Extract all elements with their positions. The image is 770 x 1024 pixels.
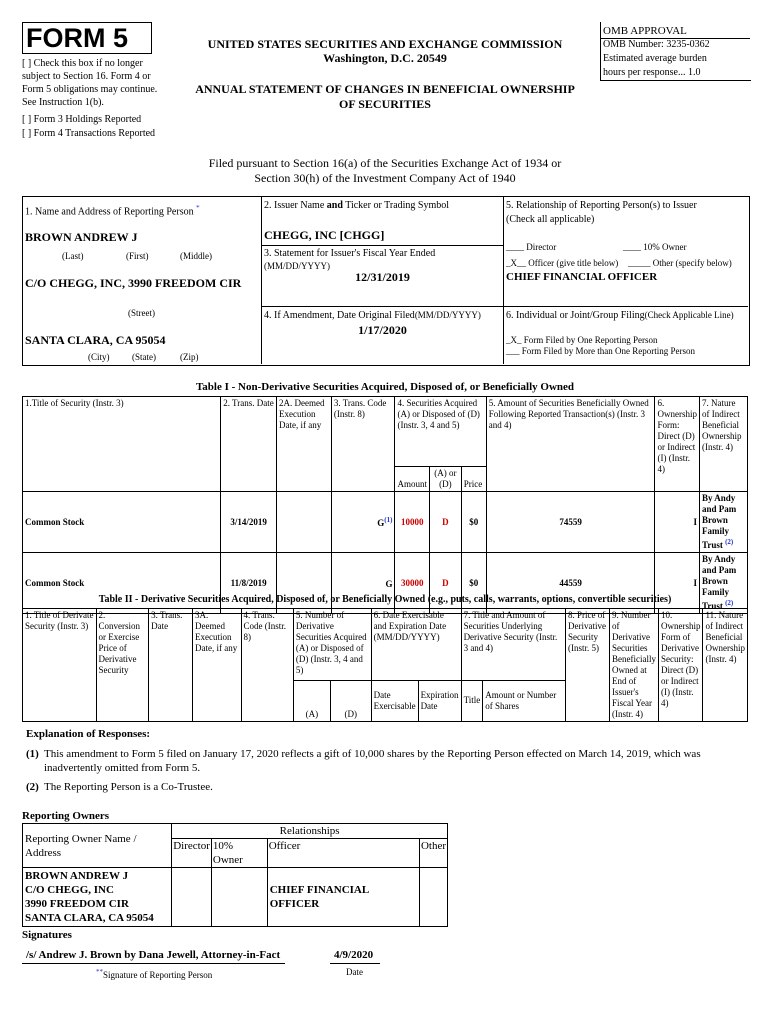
t2-h6: 6. Date Exercisable and Expiration Date (MM/DD/YYYY) <box>371 609 461 681</box>
reporting-person-address: C/O CHEGG, INC, 3990 FREEDOM CIR <box>25 276 242 290</box>
footnote-link[interactable]: (2) <box>725 599 734 607</box>
t1-r1-owned: 74559 <box>486 492 655 553</box>
owners-col-10pct: 10% Owner <box>211 839 267 868</box>
form4-transactions-checkbox[interactable]: [ ] Form 4 Transactions Reported <box>22 128 156 139</box>
t1-r2-nature: By Andy and Pam Brown Family Trust $^{(2)}$ <box>699 553 747 614</box>
signature-value: /s/ Andrew J. Brown by Dana Jewell, Attorney-in-Fact <box>26 949 281 961</box>
t1-h4-amount: Amount <box>395 467 430 492</box>
owners-col-name: Reporting Owner Name / Address <box>23 824 172 868</box>
t1-h7: 7. Nature of Indirect Beneficial Ownership (Instr. 4) <box>699 397 747 492</box>
box1-label: 1. Name and Address of Reporting Person * <box>25 204 200 218</box>
box4-label: 4. If Amendment, Date Original Filed(MM/DD/YYYY) <box>264 310 481 321</box>
t1-h3: 3. Trans. Code (Instr. 8) <box>331 397 395 492</box>
t1-r1-code: $G^{(1)}$ <box>331 492 395 553</box>
t1-h2a: 2A. Deemed Execution Date, if any <box>277 397 332 492</box>
note2-text: The Reporting Person is a Co-Trustee. <box>44 781 213 793</box>
city-label: (City) <box>88 352 110 362</box>
t2-h4: 4. Trans. Code (Instr. 8) <box>241 609 293 722</box>
t2-h10: 10. Ownership Form of Derivative Security: Direct (D) or Indirect (I) (Instr. 4) <box>658 609 703 722</box>
one-person-filing[interactable]: _X_ Form Filed by One Reporting Person <box>506 335 658 345</box>
t2-h3a: 3A. Deemed Execution Date, if any <box>193 609 242 722</box>
ten-pct-owner-check[interactable]: ____ 10% Owner <box>623 242 687 252</box>
t1-r2-owned: 44559 <box>486 553 655 614</box>
omb-burden: Estimated average burden <box>603 53 707 64</box>
t2-h3: 3. Trans. Date <box>149 609 193 722</box>
owners-col-officer: Officer <box>267 839 419 868</box>
t1-h4: 4. Securities Acquired (A) or Disposed of (D) (Instr. 3, 4 and 5) <box>395 397 486 467</box>
multi-person-filing[interactable]: ___ Form Filed by More than One Reporting Person <box>506 346 695 356</box>
omb-number: OMB Number: 3235-0362 <box>603 39 710 50</box>
t2-h7-title: Title <box>461 680 483 721</box>
t1-h5: 5. Amount of Securities Beneficially Owned Following Reported Transaction(s) (Instr. 3 and 4) <box>486 397 655 492</box>
t1-r1-form: I <box>655 492 700 553</box>
table-row <box>23 868 448 927</box>
box5-sub: (Check all applicable) <box>506 214 595 225</box>
issuer-name-ticker: CHEGG, INC [CHGG] <box>264 228 385 242</box>
street-label: (Street) <box>128 308 155 318</box>
t2-h11: 11. Nature of Indirect Beneficial Ownership (Instr. 4) <box>703 609 748 722</box>
statement-title-line2: OF SECURITIES <box>339 97 431 111</box>
t1-r2-aord: D <box>429 553 461 614</box>
form-title: FORM 5 <box>26 23 129 53</box>
t2-h6-exp: Expiration Date <box>418 680 461 721</box>
t1-r1-price: $0 <box>461 492 486 553</box>
zip-label: (Zip) <box>180 352 199 362</box>
owners-col-other: Other <box>419 839 447 868</box>
t1-h4-aord: (A) or (D) <box>429 467 461 492</box>
last-label: (Last) <box>62 251 84 261</box>
other-check[interactable]: _____ Other (specify below) <box>628 258 732 268</box>
no-longer-subject-checkbox[interactable]: [ ] Check this box if no longer subject to Section 16. Form 4 or Form 5 obligations may continue. See Instruction 1(b). <box>22 58 158 108</box>
owner-name-address <box>23 868 172 927</box>
t1-h1: 1.Title of Security (Instr. 3) <box>23 397 221 492</box>
t2-h5-d: (D) <box>330 680 371 721</box>
note2-number: (2) <box>26 781 39 793</box>
t1-r2-form: I <box>655 553 700 614</box>
table1-title: Table I - Non-Derivative Securities Acquired, Disposed of, or Beneficially Owned <box>195 381 575 393</box>
t1-h4-price: Price <box>461 467 486 492</box>
t1-r2-code: G <box>331 553 395 614</box>
t1-r2-date: 11/8/2019 <box>221 553 277 614</box>
footnote-link[interactable]: (1) <box>384 516 393 524</box>
t2-h6-ex: Date Exercisable <box>371 680 418 721</box>
t2-h5-a: (A) <box>293 680 330 721</box>
omb-burden-hours: hours per response... 1.0 <box>603 67 701 78</box>
t2-h7-amount: Amount or Number of Shares <box>483 680 566 721</box>
signature-date: 4/9/2020 <box>334 949 374 961</box>
owners-col-director: Director <box>172 839 212 868</box>
t2-h5: 5. Number of Derivative Securities Acquired (A) or Disposed of (D) (Instr. 3, 4 and 5) <box>293 609 371 681</box>
filed-pursuant: Filed pursuant to Section 16(a) of the Securities Exchange Act of 1934 or <box>208 156 562 170</box>
owners-table <box>22 823 448 927</box>
owners-title: Reporting Owners <box>22 810 110 822</box>
note1-text: This amendment to Form 5 filed on January 17, 2020 reflects a gift of 10,000 shares by the Reporting Person effected on March 14, 2019, which was inadvertently omitted from Form 5. <box>44 748 701 774</box>
box3-format: (MM/DD/YYYY) <box>264 261 330 271</box>
owner-address-line: 3990 FREEDOM CIR <box>25 898 129 910</box>
box6-label: 6. Individual or Joint/Group Filing(Check Applicable Line) <box>506 310 734 321</box>
box3-label: 3. Statement for Issuer's Fiscal Year Ended <box>264 248 436 259</box>
t1-r2-price: $0 <box>461 553 486 614</box>
first-label: (First) <box>126 251 149 261</box>
agency-name: UNITED STATES SECURITIES AND EXCHANGE COMMISSION <box>207 37 563 51</box>
signature-label: **Signature of Reporting Person <box>96 968 213 980</box>
officer-check[interactable]: _X__ Officer (give title below) <box>506 258 619 268</box>
agency-address: Washington, D.C. 20549 <box>323 51 447 65</box>
explanation-title: Explanation of Responses: <box>26 728 151 740</box>
t1-r2-amount: 30000 <box>395 553 430 614</box>
reporting-person-name: BROWN ANDREW J <box>25 230 138 244</box>
table2-title: Table II - Derivative Securities Acquired, Disposed of, or Beneficially Owned (e.g., puts, calls, warrants, options, convertible securities) <box>98 594 672 605</box>
box2-label: 2. Issuer Name and Ticker or Trading Symbol <box>264 200 450 211</box>
middle-label: (Middle) <box>180 251 212 261</box>
table1 <box>22 396 748 614</box>
t2-h2: 2. Conversion or Exercise Price of Derivative Security <box>96 609 149 722</box>
omb-title: OMB APPROVAL <box>603 25 687 37</box>
form3-holdings-checkbox[interactable]: [ ] Form 3 Holdings Reported <box>22 114 142 125</box>
city-state-zip: SANTA CLARA, CA 95054 <box>25 333 166 347</box>
t1-h2: 2. Trans. Date <box>221 397 277 492</box>
box5-label: 5. Relationship of Reporting Person(s) to Issuer <box>506 200 697 211</box>
owners-relationships: Relationships <box>172 824 448 839</box>
owner-name: BROWN ANDREW J <box>25 870 129 882</box>
owner-address-line: SANTA CLARA, CA 95054 <box>25 912 154 924</box>
filed-pursuant-line2: Section 30(h) of the Investment Company Act of 1940 <box>254 171 516 185</box>
officer-title: CHIEF FINANCIAL OFFICER <box>506 271 658 283</box>
t1-r1-aord: D <box>429 492 461 553</box>
table-row <box>23 492 748 553</box>
note1-number: (1) <box>26 748 39 760</box>
t2-h1: 1. Title of Derivate Security (Instr. 3) <box>23 609 97 722</box>
owner-address-line: C/O CHEGG, INC <box>25 884 114 896</box>
t1-r1-amount: 10000 <box>395 492 430 553</box>
signatures-title: Signatures <box>22 929 72 941</box>
state-label: (State) <box>132 352 156 362</box>
footnote-link[interactable]: ** <box>96 968 103 976</box>
t1-r1-security: Common Stock <box>23 492 221 553</box>
table2 <box>22 608 748 722</box>
t2-h9: 9. Number of Derivative Securities Beneficially Owned at End of Issuer's Fiscal Year (Instr. 4) <box>609 609 658 722</box>
amendment-date: 1/17/2020 <box>358 323 407 337</box>
form-title-box <box>22 22 152 54</box>
t1-r1-nature: By Andy and Pam Brown Family Trust $^{(2)}$ <box>699 492 747 553</box>
t2-h7: 7. Title and Amount of Securities Underlying Derivative Security (Instr. 3 and 4) <box>461 609 565 681</box>
t2-h8: 8. Price of Derivative Security (Instr. 5) <box>566 609 610 722</box>
statement-title: ANNUAL STATEMENT OF CHANGES IN BENEFICIAL OWNERSHIP <box>195 82 575 96</box>
footnote-link[interactable]: (2) <box>725 538 734 546</box>
date-label: Date <box>346 967 363 977</box>
t1-r2-security: Common Stock <box>23 553 221 614</box>
director-check[interactable]: ____ Director <box>506 242 557 252</box>
fiscal-year-ended: 12/31/2019 <box>355 270 410 284</box>
t1-h6: 6. Ownership Form: Direct (D) or Indirect (I) (Instr. 4) <box>655 397 700 492</box>
t1-r1-date: 3/14/2019 <box>221 492 277 553</box>
owner-officer-value: CHIEF FINANCIAL OFFICER <box>267 868 419 927</box>
footnote-link[interactable]: * <box>196 204 200 212</box>
